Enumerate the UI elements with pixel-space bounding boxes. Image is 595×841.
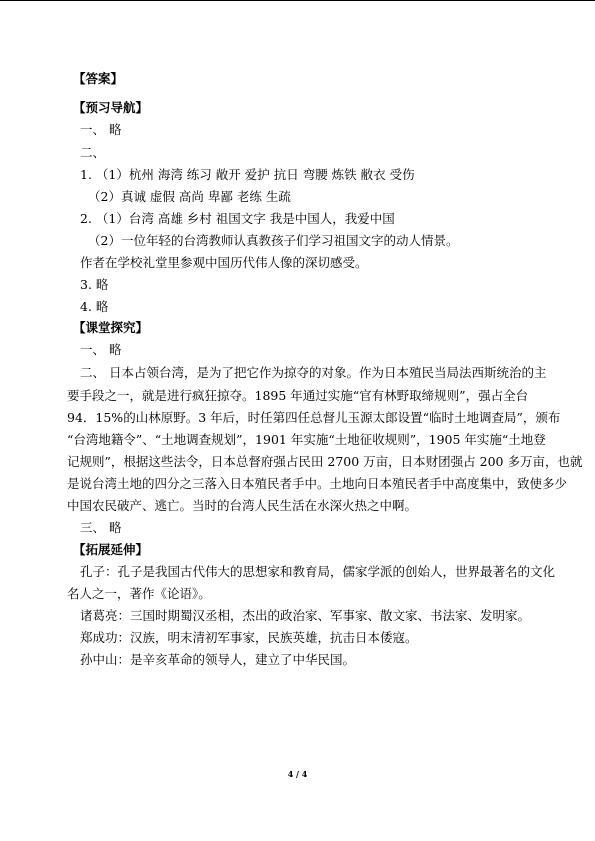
explore-paragraph-line6: 是说台湾土地的四分之三落入日本殖民者手中。土地向日本殖民者手中高度集中，致使多少: [67, 476, 568, 491]
preview-q2-line2: （2）一位年轻的台湾教师认真教孩子们学习祖国文字的动人情景。: [88, 233, 459, 248]
extend-confucius-line1: 孔子：孔子是我国古代伟大的思想家和教育局，儒家学派的创始人，世界最著名的文化: [80, 564, 556, 579]
preview-q1-line2: （2）真诚 虚假 高尚 卑鄙 老练 生疏: [88, 189, 291, 204]
extend-zheng-chenggong: 郑成功：汉族，明末清初军事家，民族英雄，抗击日本倭寇。: [80, 630, 418, 645]
explore-part-three: 三、 略: [80, 520, 122, 535]
extend-heading: 【拓展延伸】: [73, 542, 149, 557]
explore-paragraph-line4: “台湾地籍令”、“土地调查规划”，1901 年实施“土地征收规则”，1905 年实施“土地登: [67, 432, 546, 447]
explore-paragraph-line5: 记规则”，根据这些法令，日本总督府强占民田 2700 万亩，日本财团强占 200 多万亩，也就: [67, 454, 583, 469]
preview-part-two: 二、: [80, 145, 106, 160]
preview-part-one: 一、 略: [80, 122, 122, 137]
preview-heading: 【预习导航】: [73, 100, 149, 115]
explore-paragraph-line2: 要手段之一，就是进行疯狂掠夺。1895 年通过实施“官有林野取缔规则”，强占全台: [67, 388, 529, 403]
explore-paragraph-line7: 中国农民破产、逃亡。当时的台湾人民生活在水深火热之中啊。: [67, 498, 418, 513]
extend-confucius-line2: 名人之一，著作《论语》。: [67, 586, 211, 601]
preview-q2-line3: 作者在学校礼堂里参观中国历代伟人像的深切感受。: [80, 255, 368, 270]
explore-paragraph-line3: 94．15%的山林原野。3 年后，时任第四任总督儿玉源太郎设置“临时土地调查局”，颁布: [67, 410, 561, 425]
explore-part-one: 一、 略: [80, 342, 122, 357]
extend-zhuge-liang: 诸葛亮：三国时期蜀汉丞相，杰出的政治家、军事家、散文家、书法家、发明家。: [80, 608, 531, 623]
explore-heading: 【课堂探究】: [73, 320, 149, 335]
preview-q2-line1: 2. （1）台湾 高雄 乡村 祖国文字 我是中国人，我爱中国: [80, 211, 395, 226]
page-number: 4 / 4: [287, 769, 308, 779]
extend-sun-yat-sen: 孙中山：是辛亥革命的领导人，建立了中华民国。: [80, 652, 356, 667]
preview-q3: 3. 略: [80, 277, 109, 292]
answer-heading: 【答案】: [73, 71, 124, 86]
explore-paragraph-line1: 二、 日本占领台湾，是为了把它作为掠夺的对象。作为日本殖民当局法西斯统治的主: [80, 365, 547, 380]
preview-q4: 4. 略: [80, 299, 109, 314]
preview-q1-line1: 1. （1）杭州 海湾 练习 敞开 爱护 抗日 弯腰 炼铁 敝衣 受伤: [80, 167, 415, 182]
